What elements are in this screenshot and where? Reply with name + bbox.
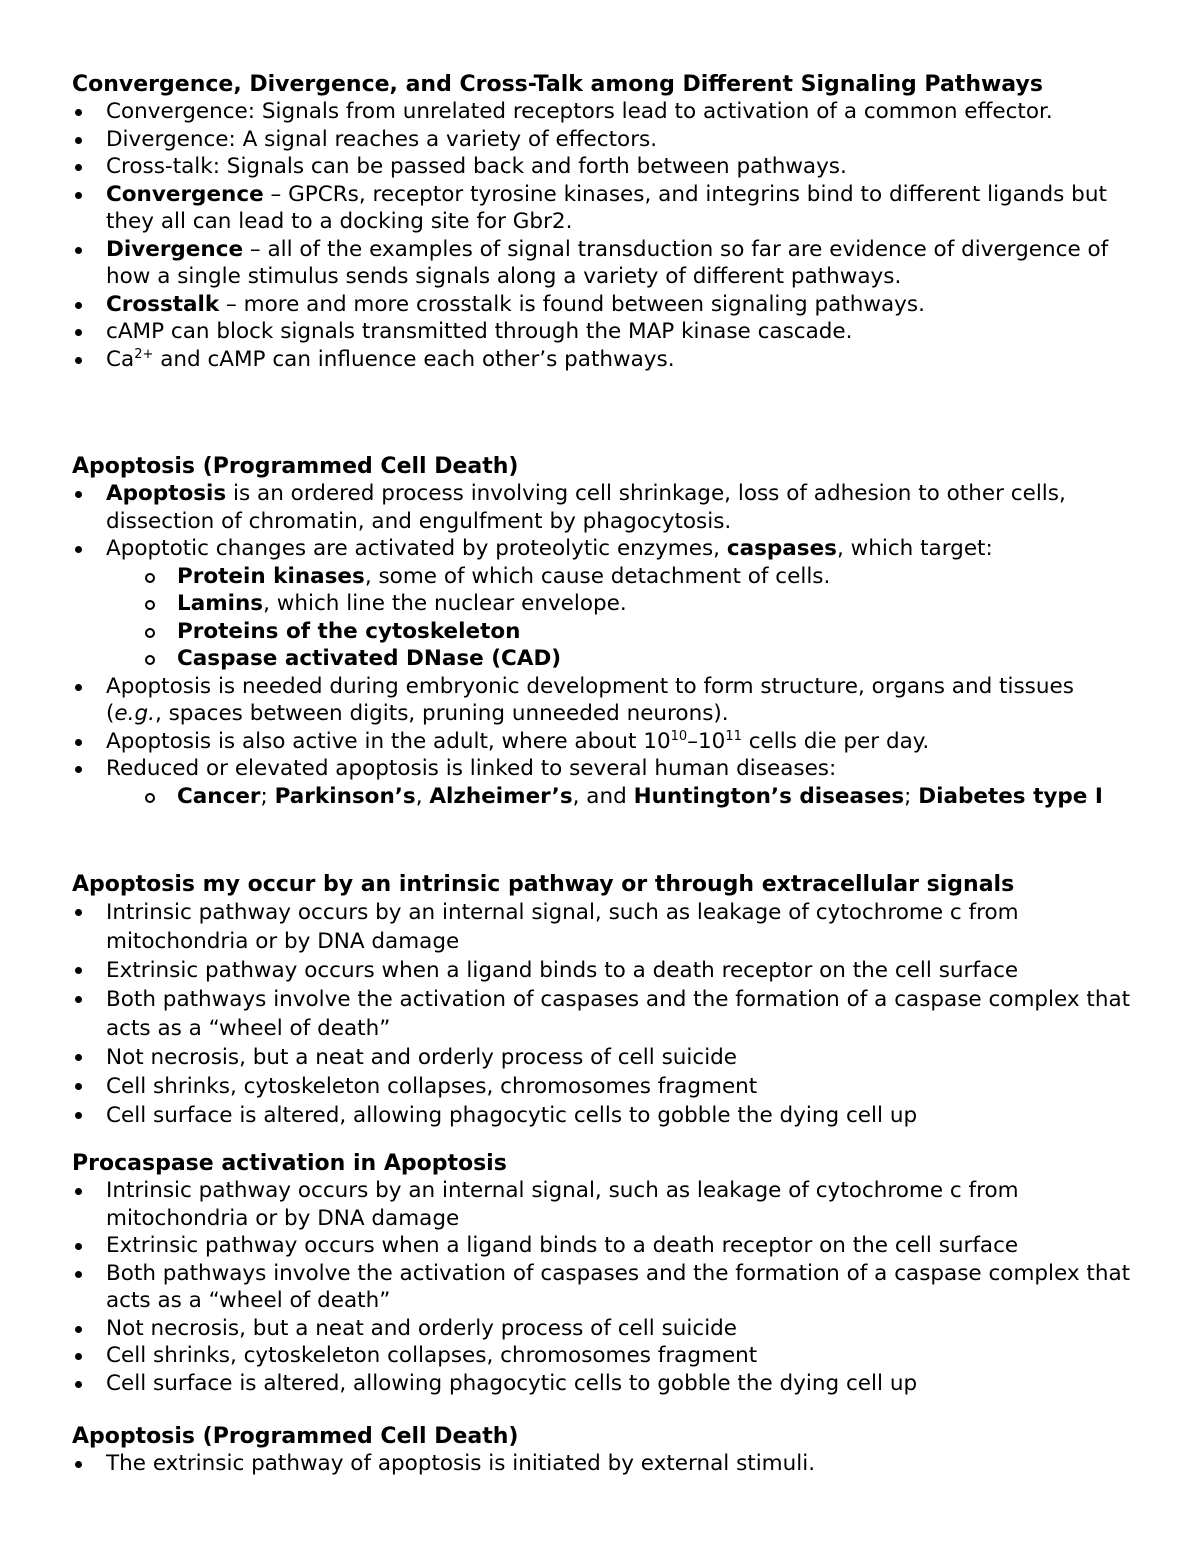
bold-term: Diabetes type I [918,783,1103,809]
section-procaspase-activation [72,1151,1132,1397]
section-heading: Procaspase activation in Apoptosis [72,1151,507,1176]
list-item: Extrinsic pathway occurs when a ligand binds to a death receptor on the cell surface [72,1232,1132,1260]
section-heading: Apoptosis (Programmed Cell Death) [72,1424,519,1449]
bullet-list [72,98,1132,373]
separator: ; [260,783,275,809]
bold-term: Cancer [177,783,261,809]
item-text: is an ordered process involving cell shrinkage, loss of adhesion to other cells, dissection of chromatin, and engulfment by phagocytosis. [106,481,1066,534]
list-item: Both pathways involve the activation of caspases and the formation of a caspase complex that acts as a “wheel of death” [72,1260,1132,1315]
separator: ; [904,783,919,809]
list-item [72,673,1132,728]
bullet-list [72,1450,1132,1478]
item-text: – more and more crosstalk is found between signaling pathways. [219,291,925,317]
bullet-list [72,898,1132,1130]
superscript: 10 [670,728,688,744]
item-text: and cAMP can influence each other’s pathways. [153,346,675,372]
list-item: Both pathways involve the activation of caspases and the formation of a caspase complex that acts as a “wheel of death” [72,985,1132,1043]
list-item: Divergence: A signal reaches a variety of effectors. [72,126,1132,154]
bold-term: Lamins [177,591,264,616]
bold-term: Apoptosis [106,481,227,506]
list-item: Not necrosis, but a neat and orderly process of cell suicide [72,1315,1132,1343]
separator: , [415,783,430,809]
sub-list-item [72,563,1132,591]
item-text: –10 [687,728,726,754]
item-text: cells die per day. [741,728,930,754]
list-item [72,346,1132,374]
item-text: , spaces between digits, pruning unneeded neurons). [154,701,729,726]
list-item: Cell shrinks, cytoskeleton collapses, chromosomes fragment [72,1072,1132,1101]
bold-term: Proteins of the cytoskeleton [177,618,521,644]
list-item [72,728,1132,756]
section-signaling-pathways [72,72,1132,373]
section-heading: Apoptosis my occur by an intrinsic pathway or through extracellular signals [72,872,1015,897]
bold-term: Huntington’s diseases [633,783,905,809]
bullet-list [72,480,1132,810]
italic-text: e.g. [114,701,155,726]
list-item [72,291,1132,319]
list-item: Convergence: Signals from unrelated receptors lead to activation of a common effector. [72,98,1132,126]
list-item: Reduced or elevated apoptosis is linked to several human diseases: [72,755,1132,783]
item-text: Apoptotic changes are activated by proteolytic enzymes, [106,536,727,561]
list-item [72,480,1132,535]
bold-term: Parkinson’s [274,783,416,809]
section-apoptosis-extrinsic [72,1424,1132,1478]
item-text: , which line the nuclear envelope. [263,591,627,616]
list-item: Intrinsic pathway occurs by an internal signal, such as leakage of cytochrome c from mitochondria or by DNA damage [72,898,1132,956]
bold-term: Divergence [106,236,244,262]
item-text: , which target: [836,536,993,561]
item-text: , some of which cause detachment of cells. [364,563,831,589]
item-text: – GPCRs, receptor tyrosine kinases, and integrins bind to different ligands but they all can lead to a docking site for Gbr2. [106,181,1107,234]
list-item: Cell surface is altered, allowing phagocytic cells to gobble the dying cell up [72,1370,1132,1398]
bold-term: Caspase activated DNase (CAD) [177,646,562,671]
bold-term: Crosstalk [106,291,220,317]
bullet-list [72,1177,1132,1397]
list-item [72,181,1132,236]
item-text: Ca [106,346,135,372]
bold-term: Convergence [106,181,264,207]
list-item: Cross-talk: Signals can be passed back and forth between pathways. [72,153,1132,181]
superscript: 2+ [134,346,154,362]
list-item: Not necrosis, but a neat and orderly process of cell suicide [72,1043,1132,1072]
list-item [72,236,1132,291]
section-heading: Apoptosis (Programmed Cell Death) [72,454,519,479]
item-text: Apoptosis is also active in the adult, where about 10 [106,728,671,754]
superscript: 11 [725,728,742,744]
list-item: Cell shrinks, cytoskeleton collapses, chromosomes fragment [72,1342,1132,1370]
sub-list-item [72,590,1132,618]
bold-term: Protein kinases [177,563,365,589]
section-apoptosis [72,454,1132,810]
list-item: The extrinsic pathway of apoptosis is initiated by external stimuli. [72,1450,1132,1478]
list-item [72,535,1132,563]
section-heading: Convergence, Divergence, and Cross-Talk among Different Signaling Pathways [72,72,1043,97]
list-item: Cell surface is altered, allowing phagocytic cells to gobble the dying cell up [72,1101,1132,1130]
sub-list-item [72,645,1132,673]
separator: , and [572,783,634,809]
item-text: – all of the examples of signal transduction so far are evidence of divergence of how a single stimulus sends signals along a variety of different pathways. [106,236,1109,289]
bold-term: caspases [726,536,837,561]
bold-term: Alzheimer’s [429,783,573,809]
item-text: Apoptosis is needed during embryonic development to form structure, organs and tissues ( [106,673,1074,726]
section-intrinsic-extrinsic [72,872,1132,1130]
sub-list-item [72,618,1132,646]
list-item: Extrinsic pathway occurs when a ligand binds to a death receptor on the cell surface [72,956,1132,985]
list-item: Intrinsic pathway occurs by an internal signal, such as leakage of cytochrome c from mitochondria or by DNA damage [72,1177,1132,1232]
list-item: cAMP can block signals transmitted through the MAP kinase cascade. [72,318,1132,346]
sub-list-item [72,783,1132,811]
